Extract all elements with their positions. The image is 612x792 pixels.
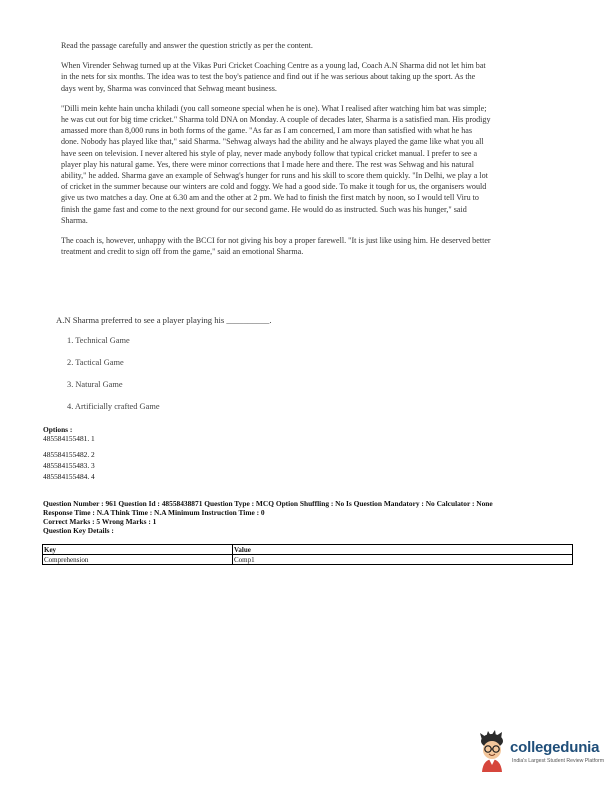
table-header-row bbox=[43, 545, 573, 555]
table-header-value: Value bbox=[233, 545, 573, 555]
question-meta-line-2: Response Time : N.A Think Time : N.A Minimum Instruction Time : 0 bbox=[43, 508, 265, 517]
option-item-1: 485584155481. 1 bbox=[43, 434, 95, 443]
option-item-4: 485584155484. 4 bbox=[43, 472, 95, 481]
student-mascot-icon bbox=[480, 730, 503, 772]
passage-paragraph-1: When Virender Sehwag turned up at the Vikas Puri Cricket Coaching Centre as a young lad, Coach A.N Sharma did not let him bat in the nets for six months. The idea was to test the boy's patience and find out if he was serious about taking up the sport. As the days went by, Sharma was convinced that Sehwag meant business. bbox=[61, 61, 486, 93]
table-row bbox=[43, 555, 573, 565]
table-header-key: Key bbox=[43, 545, 233, 555]
choice-1: 1. Technical Game bbox=[67, 336, 130, 345]
passage-paragraph-2: "Dilli mein kehte hain uncha khiladi (you call someone special when he is one). What I realised after watching him bat was simple; he was cut out for big time cricket." Sharma told DNA on Monday. A couple of decades later, Sharma is a satisfied man. His prodigy amassed more than 8,000 runs in both forms of the game. "As far as I am concerned, I am more than satisfied with what he has done. Nobody has played like that," said Sharma. "Sehwag always had the ability and he always played the game like what you all have seen on television. I never altered his style of play, never made anybody follow that typical cricket manual. I prefer to see a player play his natural game. Yes, there were minor corrections that I made here and there. The rest was Sehwag and his natural ability," he added. Sharma gave an example of Sehwag's hunger for runs and his skill to score them quickly. "In Delhi, we play a lot of cricket in the summer because our winters are cold and foggy. We had a good side. To make it tough for us, the organisers would give us two matches a day. One at 6.30 am and the other at 2 pm. We had to finish the first match by noon, so I would tell Viru to finish the game fast and come to the next ground for our second game. He would do as instructed. Such was his hunger," said Sharma. bbox=[61, 103, 491, 225]
logo-tagline: India's Largest Student Review Platform bbox=[512, 758, 605, 764]
choice-4: 4. Artificially crafted Game bbox=[67, 402, 160, 411]
passage-block bbox=[61, 40, 491, 266]
table-cell-value: Comp1 bbox=[233, 555, 573, 565]
options-heading: Options : bbox=[43, 425, 73, 434]
option-item-2: 485584155482. 2 bbox=[43, 450, 95, 459]
passage-paragraph-3: The coach is, however, unhappy with the BCCI for not giving his boy a proper farewell. "It is just like using him. He deserved better treatment and credit to sign off from the game," said an emotional Sharma. bbox=[61, 236, 491, 257]
choice-3: 3. Natural Game bbox=[67, 380, 123, 389]
option-item-3: 485584155483. 3 bbox=[43, 461, 95, 470]
table-cell-key: Comprehension bbox=[43, 555, 233, 565]
question-meta-line-3: Correct Marks : 5 Wrong Marks : 1 bbox=[43, 517, 157, 526]
question-stem: A.N Sharma preferred to see a player playing his __________. bbox=[56, 315, 272, 325]
choice-2: 2. Tactical Game bbox=[67, 358, 124, 367]
question-meta-line-1: Question Number : 961 Question Id : 48558438871 Question Type : MCQ Option Shuffling : No Is Question Mandatory : No Calculator : None bbox=[43, 499, 493, 508]
logo-wordmark: collegedunia bbox=[510, 739, 600, 756]
question-key-table bbox=[42, 544, 573, 565]
passage-instruction: Read the passage carefully and answer the question strictly as per the content. bbox=[61, 41, 313, 50]
question-key-heading: Question Key Details : bbox=[43, 526, 114, 535]
